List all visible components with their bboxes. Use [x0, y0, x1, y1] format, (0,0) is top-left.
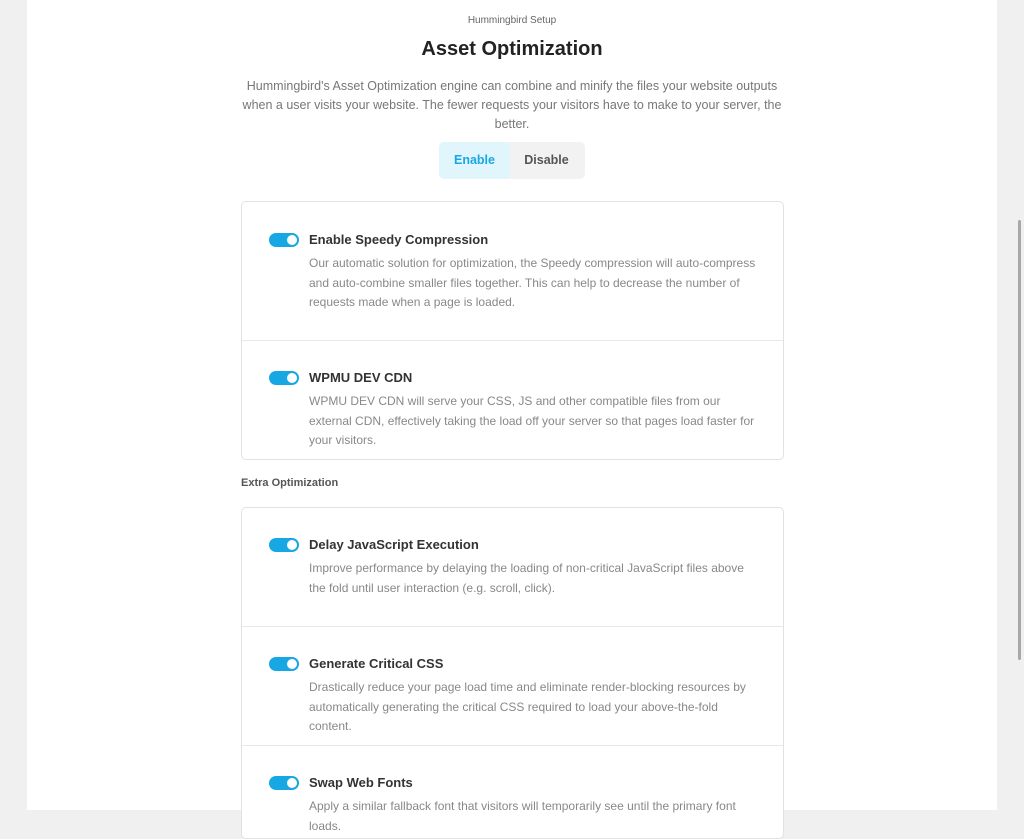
option-delay-js: [242, 508, 783, 627]
option-description: WPMU DEV CDN will serve your CSS, JS and other compatible files from our external CDN, effectively taking the load off your server so that pages load faster for your visitors.: [309, 394, 755, 447]
option-title: Delay JavaScript Execution: [309, 537, 479, 552]
setup-kicker: Hummingbird Setup: [467, 15, 557, 26]
scrollbar[interactable]: [1018, 220, 1021, 660]
option-title: WPMU DEV CDN: [309, 370, 413, 385]
speedy-compression-toggle[interactable]: [269, 233, 299, 247]
extra-optimization-label: Extra Optimization: [241, 477, 339, 489]
wpmu-cdn-toggle[interactable]: [269, 371, 299, 385]
option-title: Enable Speedy Compression: [309, 232, 489, 247]
enable-button[interactable]: Enable: [439, 142, 510, 179]
option-description: Apply a similar fallback font that visitors will temporarily see until the primary font loads.: [309, 799, 736, 833]
swap-fonts-toggle[interactable]: [269, 776, 299, 790]
option-title: Swap Web Fonts: [309, 775, 413, 790]
toggle-knob: [287, 778, 297, 788]
extra-options-card: [241, 507, 784, 839]
option-critical-css: [242, 627, 783, 746]
page-title: Asset Optimization: [421, 38, 603, 60]
enable-disable-toggle: [439, 142, 585, 179]
option-swap-fonts: [242, 746, 783, 838]
delay-js-toggle[interactable]: [269, 538, 299, 552]
toggle-knob: [287, 235, 297, 245]
toggle-knob: [287, 373, 297, 383]
disable-button[interactable]: Disable: [524, 153, 569, 167]
toggle-knob: [287, 659, 297, 669]
main-options-card: [241, 201, 784, 460]
option-wpmu-cdn: [242, 341, 783, 459]
option-speedy-compression: [242, 202, 783, 341]
option-description: Our automatic solution for optimization, the Speedy compression will auto-compress and auto-combine smaller files together. This can help to decrease the number of requests made when a page is loaded.: [309, 256, 756, 309]
option-description: Improve performance by delaying the loading of non-critical JavaScript files above the fold until user interaction (e.g. scroll, click).: [309, 561, 744, 595]
toggle-knob: [287, 540, 297, 550]
option-title: Generate Critical CSS: [309, 656, 444, 671]
critical-css-toggle[interactable]: [269, 657, 299, 671]
option-description: Drastically reduce your page load time and eliminate render-blocking resources by automatically generating the critical CSS required to load your above-the-fold content.: [309, 680, 746, 733]
intro-text: Hummingbird's Asset Optimization engine can combine and minify the files your website outputs when a user visits your website. The fewer requests your visitors have to make to your server, the better.: [242, 79, 782, 131]
